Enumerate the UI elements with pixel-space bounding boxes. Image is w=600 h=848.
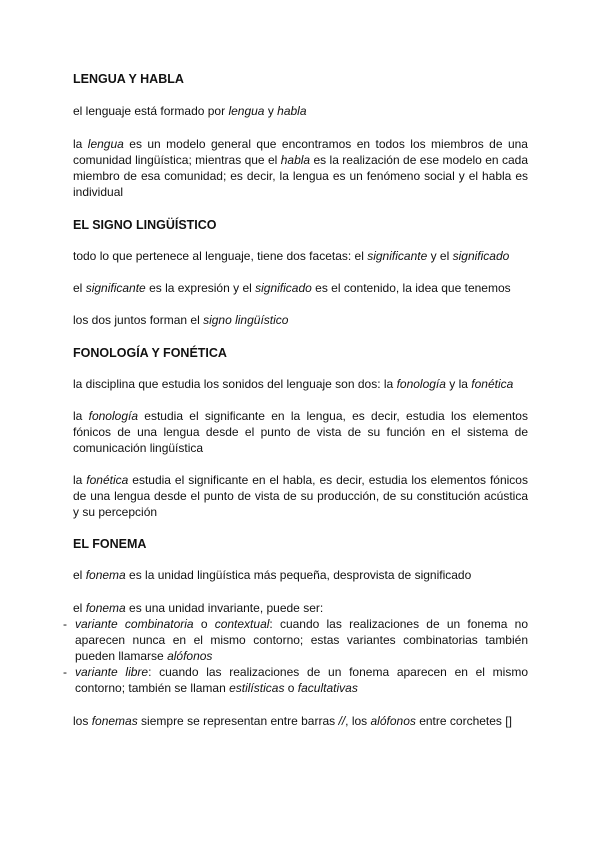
paragraph: los dos juntos forman el signo lingüístico bbox=[73, 313, 289, 327]
list-dash: - bbox=[63, 617, 67, 631]
list-dash: - bbox=[63, 665, 67, 679]
paragraph: los fonemas siempre se representan entre barras //, los alófonos entre corchetes [] bbox=[73, 714, 512, 728]
paragraph: el significante es la expresión y el significado es el contenido, la idea que tenemos bbox=[73, 281, 511, 295]
heading-lengua-y-habla: LENGUA Y HABLA bbox=[73, 72, 184, 86]
paragraph: la disciplina que estudia los sonidos del lenguaje son dos: la fonología y la fonética bbox=[73, 377, 514, 391]
paragraph: la fonología estudia el significante en la lengua, es decir, estudia los elementos fónicos de una lengua desde el punto de vista de su función en el sistema de comunicación lingüística bbox=[73, 409, 528, 455]
paragraph: todo lo que pertenece al lenguaje, tiene dos facetas: el significante y el significado bbox=[73, 249, 510, 263]
paragraph: la fonética estudia el significante en el habla, es decir, estudia los elementos fónicos de una lengua desde el punto de vista de su producción, de su constitución acústica y su percepción bbox=[73, 473, 528, 519]
paragraph: el fonema es la unidad lingüística más pequeña, desprovista de significado bbox=[73, 568, 472, 582]
heading-el-signo-linguistico: EL SIGNO LINGÜÍSTICO bbox=[73, 218, 217, 232]
paragraph: el lenguaje está formado por lengua y habla bbox=[73, 104, 307, 118]
list-item: - variante libre: cuando las realizaciones de un fonema aparecen en el mismo contorno; también se llaman estilísticas o facultativas bbox=[63, 665, 528, 695]
heading-fonologia-y-fonetica: FONOLOGÍA Y FONÉTICA bbox=[73, 346, 227, 360]
paragraph: la lengua es un modelo general que encontramos en todos los miembros de una comunidad lingüística; mientras que el habla es la realización de ese modelo en cada miembro de esa comunidad; es decir, la lengua es un fenómeno social y el habla es individual bbox=[73, 137, 528, 199]
list-item: - variante combinatoria o contextual: cuando las realizaciones de un fonema no aparecen nunca en el mismo contorno; estas variantes combinatorias también pueden llamarse alófonos bbox=[63, 617, 528, 663]
heading-el-fonema: EL FONEMA bbox=[73, 537, 147, 551]
paragraph: el fonema es una unidad invariante, puede ser: bbox=[73, 601, 324, 615]
